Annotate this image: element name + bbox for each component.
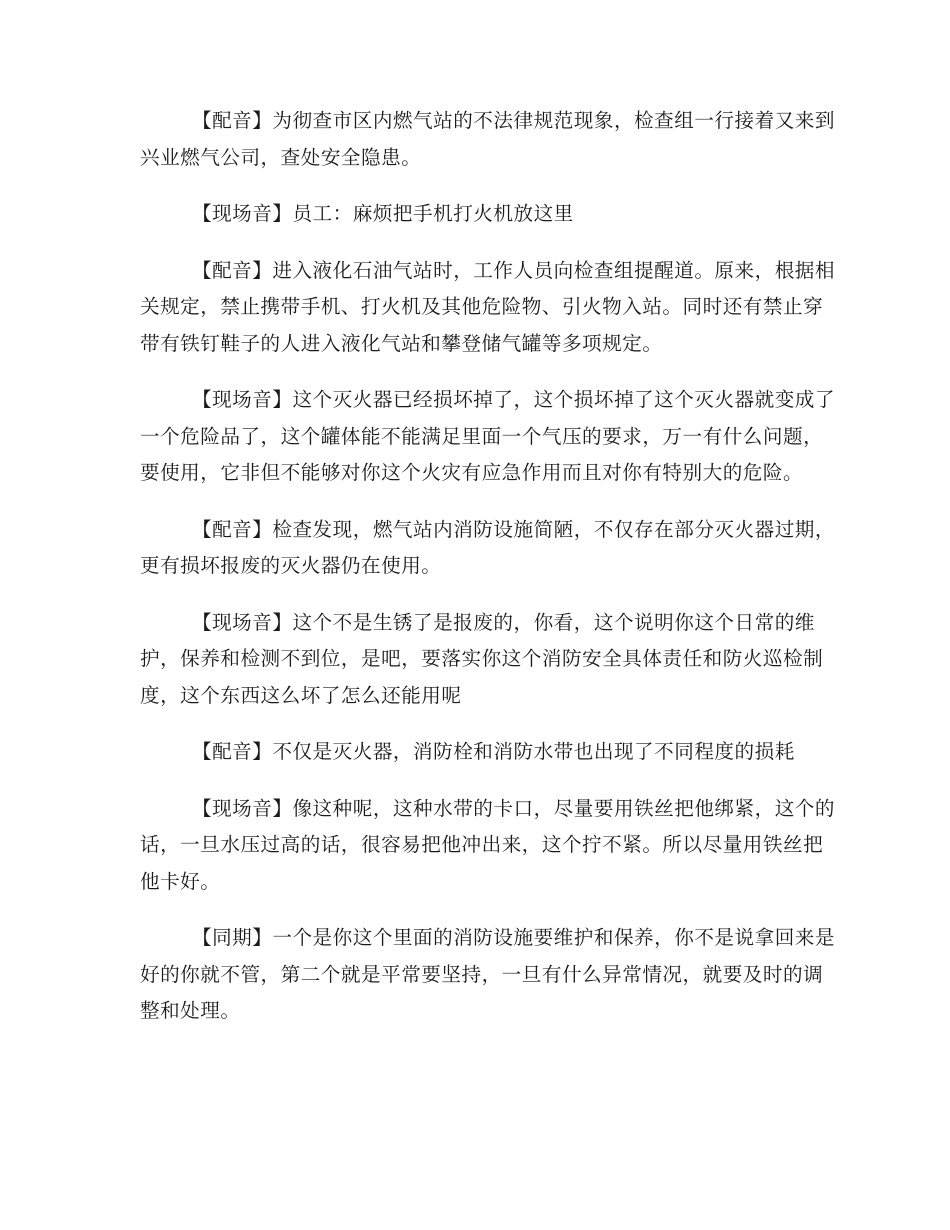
paragraph-voiceover-2: 【配音】进入液化石油气站时，工作人员向检查组提醒道。原来，根据相关规定，禁止携带手机、打火机及其他危险物、引火物入站。同时还有禁止穿带有铁钉鞋子的人进入液化气站和攀登储气罐等多项规定。 <box>140 258 835 355</box>
paragraph-onsite-1: 【现场音】员工：麻烦把手机打火机放这里 <box>192 202 574 225</box>
paragraph-voiceover-4: 【配音】不仅是灭火器，消防栓和消防水带也出现了不同程度的损耗 <box>192 740 795 763</box>
paragraph-onsite-4: 【现场音】像这种呢，这种水带的卡口，尽量要用铁丝把他绑紧，这个的话，一旦水压过高的话，很容易把他冲出来，这个拧不紧。所以尽量用铁丝把他卡好。 <box>140 796 835 893</box>
paragraph-sync-1: 【同期】一个是你这个里面的消防设施要维护和保养，你不是说拿回来是好的你就不管，第二个就是平常要坚持，一旦有什么异常情况，就要及时的调整和处理。 <box>140 926 835 1022</box>
paragraph-voiceover-1: 【配音】为彻查市区内燃气站的不法律规范现象，检查组一行接着又来到兴业燃气公司，查处安全隐患。 <box>140 109 835 169</box>
paragraph-onsite-3: 【现场音】这个不是生锈了是报废的，你看，这个说明你这个日常的维护，保养和检测不到位，是吧，要落实你这个消防安全具体责任和防火巡检制度，这个东西这么坏了怎么还能用呢 <box>140 610 824 707</box>
paragraph-onsite-2: 【现场音】这个灭火器已经损坏掉了，这个损坏掉了这个灭火器就变成了一个危险品了，这个罐体能不能满足里面一个气压的要求，万一有什么问题，要使用，它非但不能够对你这个火灾有应急作用而且对你有特别大的危险。 <box>140 388 835 484</box>
paragraph-voiceover-3: 【配音】检查发现，燃气站内消防设施简陋，不仅存在部分灭火器过期，更有损坏报废的灭火器仍在使用。 <box>140 517 835 577</box>
